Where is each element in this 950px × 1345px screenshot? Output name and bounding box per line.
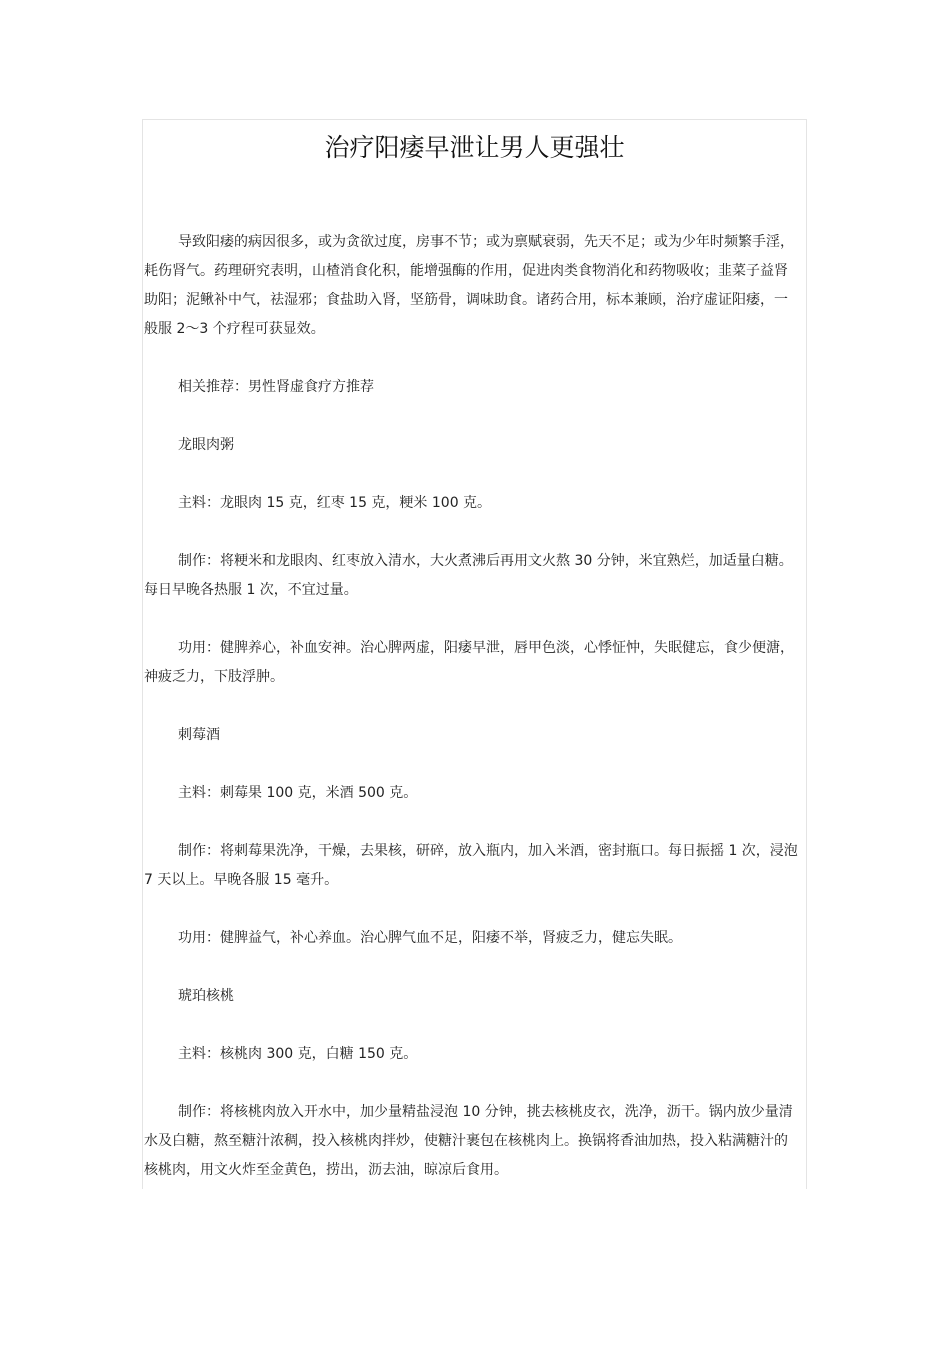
- recipe-heading-longan-porridge: 龙眼肉粥: [178, 437, 234, 453]
- recipe-method: 制作：将刺莓果洗净，干燥，去果核，研碎，放入瓶内，加入米酒，密封瓶口。每日振摇 1 次，浸泡 7 天以上。早晚各服 15 毫升。: [144, 843, 798, 888]
- document-body: [144, 228, 799, 1185]
- recipe-effect: 功用：健脾养心，补血安神。治心脾两虚，阳痿早泄，唇甲色淡，心悸怔忡，失眠健忘，食少便溏，神疲乏力，下肢浮肿。: [144, 640, 794, 685]
- recipe-effect: 功用：健脾益气，补心养血。治心脾气血不足，阳痿不举，肾疲乏力，健忘失眠。: [178, 930, 682, 946]
- paragraph-related: 相关推荐：男性肾虚食疗方推荐: [178, 379, 374, 395]
- recipe-method: 制作：将核桃肉放入开水中，加少量精盐浸泡 10 分钟，挑去核桃皮衣，洗净，沥干。锅内放少量清水及白糖，熬至糖汁浓稠，投入核桃肉拌炒，使糖汁裹包在核桃肉上。换锅将香油加热，投入粘满糖汁的核桃肉，用文火炸至金黄色，捞出，沥去油，晾凉后食用。: [144, 1104, 793, 1178]
- recipe-heading-amber-walnut: 琥珀核桃: [178, 988, 234, 1004]
- recipe-heading-berry-wine: 刺莓酒: [178, 727, 220, 743]
- recipe-ingredients: 主料：刺莓果 100 克，米酒 500 克。: [178, 785, 418, 801]
- document-title: 治疗阳痿早泄让男人更强壮: [324, 133, 625, 162]
- recipe-method: 制作：将粳米和龙眼肉、红枣放入清水，大火煮沸后再用文火熬 30 分钟，米宜熟烂，加适量白糖。每日早晚各热服 1 次，不宜过量。: [144, 553, 793, 598]
- paragraph-intro: 导致阳痿的病因很多，或为贪欲过度，房事不节；或为禀赋衰弱，先天不足；或为少年时频繁手淫，耗伤肾气。药理研究表明，山楂消食化积，能增强酶的作用，促进肉类食物消化和药物吸收；韭菜子益肾助阳；泥鳅补中气，祛湿邪；食盐助入肾，坚筋骨，调味助食。诸药合用，标本兼顾，治疗虚证阳痿，一般服 2～3 个疗程可获显效。: [144, 234, 794, 337]
- recipe-ingredients: 主料：核桃肉 300 克，白糖 150 克。: [178, 1046, 418, 1062]
- recipe-ingredients: 主料：龙眼肉 15 克，红枣 15 克，粳米 100 克。: [178, 495, 492, 511]
